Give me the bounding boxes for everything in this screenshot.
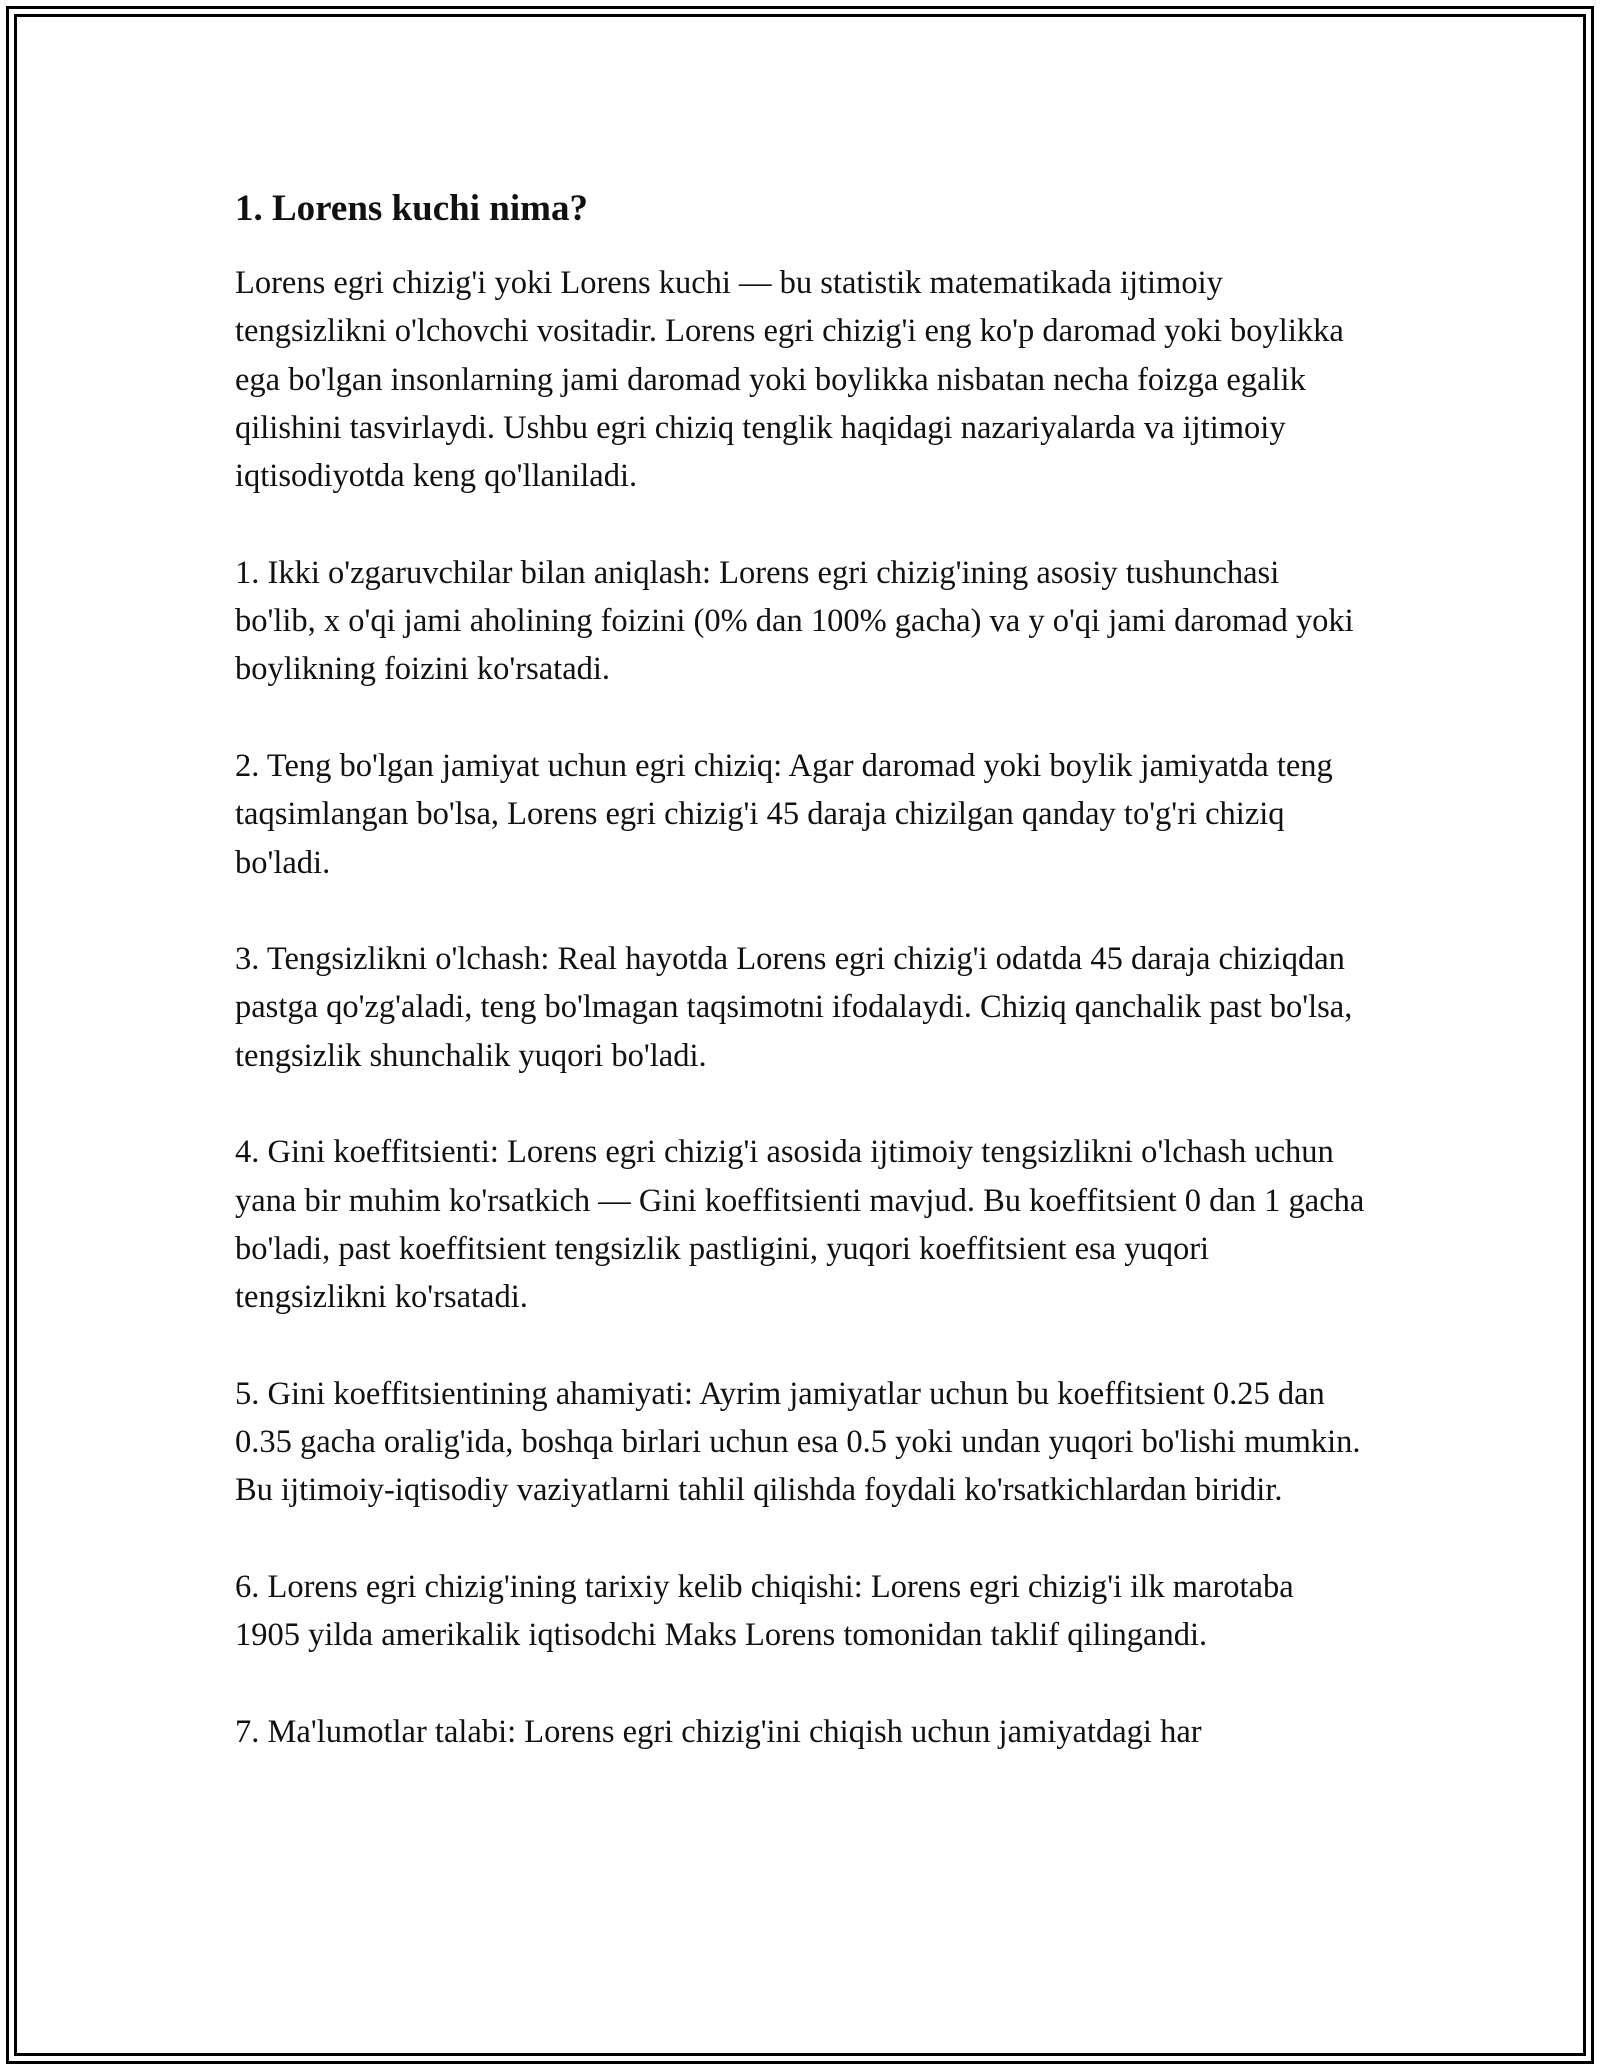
list-item-4: 4. Gini koeffitsienti: Lorens egri chizig'i asosida ijtimoiy tengsizlikni o'lchash uchun yana bir muhim ko'rsatkich — Gini koeffitsienti mavjud. Bu koeffitsient 0 dan 1 gacha bo'ladi, past koeffitsient tengsizlik pastligini, yuqori koeffitsient esa yuqori tengsizlikni ko'rsatadi. — [235, 1134, 1365, 1316]
list-item-2: 2. Teng bo'lgan jamiyat uchun egri chiziq: Agar daromad yoki boylik jamiyatda teng taqsimlangan bo'lsa, Lorens egri chizig'i 45 daraja chizilgan qanday to'g'ri chiziq bo'ladi. — [235, 747, 1333, 881]
list-item-5: 5. Gini koeffitsientining ahamiyati: Ayrim jamiyatlar uchun bu koeffitsient 0.25 dan 0.35 gacha oralig'ida, boshqa birlari uchun esa 0.5 yoki undan yuqori bo'lishi mumkin. Bu ijtimoiy-iqtisodiy vaziyatlarni tahlil qilishda foydali ko'rsatkichlardan biridir. — [235, 1375, 1361, 1509]
intro-paragraph: Lorens egri chizig'i yoki Lorens kuchi — bu statistik matematikada ijtimoiy tengsizlikni o'lchovchi vositadir. Lorens egri chizig'i eng ko'p daromad yoki boylikka ega bo'lgan insonlarning jami daromad yoki boylikka nisbatan necha foizga egalik qilishini tasvirlaydi. Ushbu egri chiziq tenglik haqidagi nazariyalarda va ijtimoiy iqtisodiyotda keng qo'llaniladi. — [235, 265, 1344, 495]
list-item-3: 3. Tengsizlikni o'lchash: Real hayotda Lorens egri chizig'i odatda 45 daraja chiziqdan pastga qo'zg'aladi, teng bo'lmagan taqsimotni ifodalaydi. Chiziq qanchalik past bo'lsa, tengsizlik shunchalik yuqori bo'ladi. — [235, 941, 1353, 1074]
document-body — [235, 185, 1365, 1805]
list-item-6: 6. Lorens egri chizig'ining tarixiy kelib chiqishi: Lorens egri chizig'i ilk marotaba 1905 yilda amerikalik iqtisodchi Maks Lorens tomonidan taklif qilingandi. — [235, 1569, 1294, 1654]
section-heading: 1. Lorens kuchi nima? — [235, 188, 588, 229]
list-item-1: 1. Ikki o'zgaruvchilar bilan aniqlash: Lorens egri chizig'ining asosiy tushunchasi bo'lib, x o'qi jami aholining foizini (0% dan 100% gacha) va y o'qi jami daromad yoki boylikning foizini ko'rsatadi. — [235, 554, 1354, 688]
list-item-7: 7. Ma'lumotlar talabi: Lorens egri chizig'ini chiqish uchun jamiyatdagi har — [235, 1713, 1202, 1750]
